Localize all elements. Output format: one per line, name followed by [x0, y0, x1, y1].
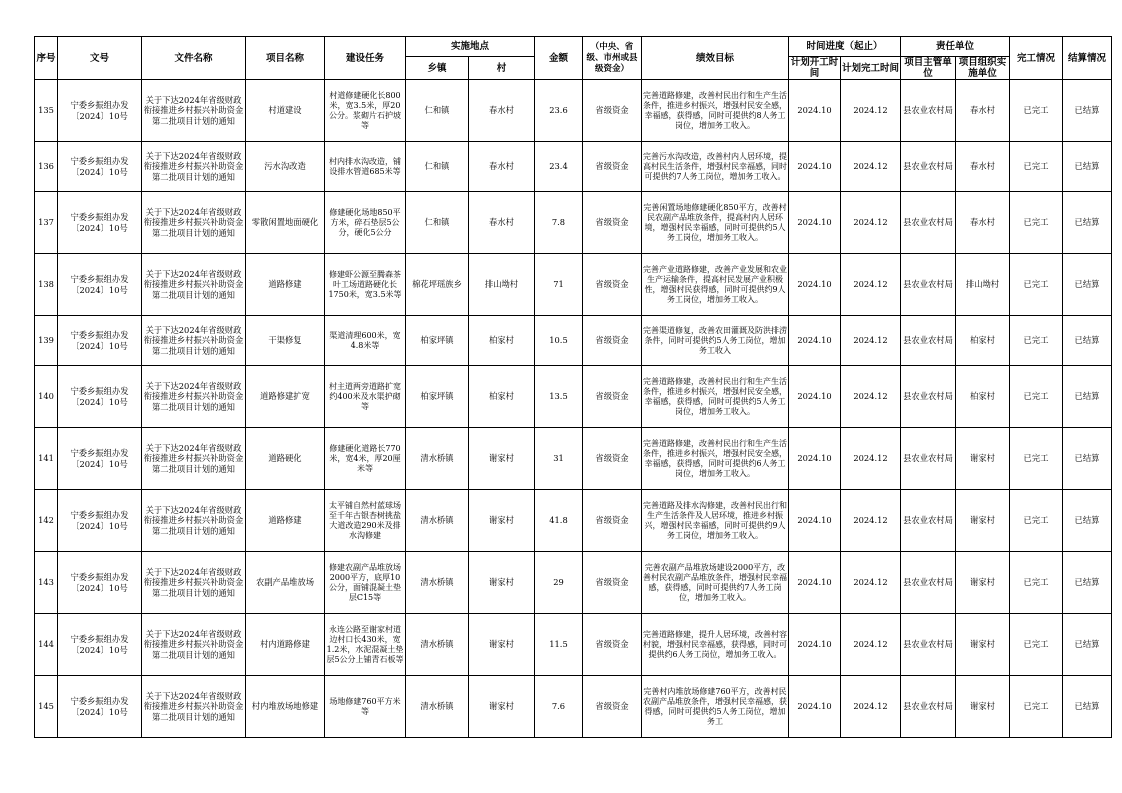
cell-unit-impl: 谢家村: [956, 614, 1010, 676]
cell-settlement: 已结算: [1063, 676, 1112, 738]
header-file-name: 文件名称: [142, 37, 246, 80]
cell-unit-main: 县农业农村局: [901, 142, 956, 192]
cell-fund-level: 省级资金: [583, 142, 642, 192]
cell-performance: 完善村内堆放场修建760平方，改善村民农副产品堆放条件，增强村民幸福感，获得感，同时可提供约5人务工岗位，增加务工: [642, 676, 789, 738]
cell-file-name: 关于下达2024年省级财政衔接推进乡村振兴补助资金第二批项目计划的通知: [142, 428, 246, 490]
cell-unit-main: 县农业农村局: [901, 490, 956, 552]
table-row: [35, 80, 1112, 142]
header-doc-no: 文号: [58, 37, 142, 80]
cell-township: 清水桥镇: [406, 490, 469, 552]
cell-unit-main: 县农业农村局: [901, 192, 956, 254]
cell-unit-impl: 谢家村: [956, 676, 1010, 738]
cell-seq: 144: [35, 614, 58, 676]
cell-completion: 已完工: [1010, 676, 1063, 738]
cell-performance: 完善道路修建，改善村民出行和生产生活条件，推进乡村振兴，增强村民安全感，幸福感，获得感，同时可提供约5人务工岗位，增加务工收入。: [642, 366, 789, 428]
cell-unit-main: 县农业农村局: [901, 80, 956, 142]
cell-doc-no: 宁委乡振组办发〔2024〕10号: [58, 552, 142, 614]
cell-settlement: 已结算: [1063, 192, 1112, 254]
cell-fund-level: 省级资金: [583, 428, 642, 490]
cell-village: 谢家村: [469, 428, 535, 490]
cell-project-name: 道路修建: [246, 254, 325, 316]
cell-project-name: 村内道路修建: [246, 614, 325, 676]
cell-end: 2024.12: [841, 552, 901, 614]
cell-seq: 135: [35, 80, 58, 142]
cell-village: 谢家村: [469, 552, 535, 614]
cell-settlement: 已结算: [1063, 80, 1112, 142]
cell-unit-impl: 排山坳村: [956, 254, 1010, 316]
cell-doc-no: 宁委乡振组办发〔2024〕10号: [58, 366, 142, 428]
cell-performance: 完善渠道修复，改善农田灌溉及防洪排涝条件，同时可提供约5人务工岗位，增加务工收入: [642, 316, 789, 366]
header-responsible: 责任单位: [901, 37, 1010, 57]
cell-township: 仁和镇: [406, 142, 469, 192]
cell-end: 2024.12: [841, 192, 901, 254]
cell-amount: 10.5: [535, 316, 583, 366]
cell-start: 2024.10: [789, 490, 841, 552]
cell-fund-level: 省级资金: [583, 192, 642, 254]
cell-performance: 完善污水沟改造，改善村内人居环境，提高村民生活条件，增强村民幸福感，同时可提供约7人务工岗位，增加务工收入。: [642, 142, 789, 192]
cell-doc-no: 宁委乡振组办发〔2024〕10号: [58, 676, 142, 738]
table-header: [35, 37, 1112, 80]
cell-task: 场地修建760平方米等: [325, 676, 406, 738]
cell-unit-main: 县农业农村局: [901, 366, 956, 428]
header-amount: 金额: [535, 37, 583, 80]
cell-start: 2024.10: [789, 142, 841, 192]
cell-start: 2024.10: [789, 316, 841, 366]
cell-file-name: 关于下达2024年省级财政衔接推进乡村振兴补助资金第二批项目计划的通知: [142, 254, 246, 316]
cell-doc-no: 宁委乡振组办发〔2024〕10号: [58, 428, 142, 490]
cell-end: 2024.12: [841, 614, 901, 676]
cell-unit-impl: 柏家村: [956, 366, 1010, 428]
table-row: [35, 192, 1112, 254]
cell-unit-main: 县农业农村局: [901, 254, 956, 316]
cell-project-name: 村内堆放场地修建: [246, 676, 325, 738]
cell-task: 修建虾公源至腾森茶叶工场道路硬化长1750米，宽3.5米等: [325, 254, 406, 316]
cell-seq: 137: [35, 192, 58, 254]
cell-file-name: 关于下达2024年省级财政衔接推进乡村振兴补助资金第二批项目计划的通知: [142, 614, 246, 676]
header-fund-level: （中央、省级、市州或县级资金）: [583, 37, 642, 80]
cell-village: 春水村: [469, 80, 535, 142]
cell-file-name: 关于下达2024年省级财政衔接推进乡村振兴补助资金第二批项目计划的通知: [142, 142, 246, 192]
cell-task: 渠道清理600米，宽4.8米等: [325, 316, 406, 366]
cell-seq: 138: [35, 254, 58, 316]
cell-fund-level: 省级资金: [583, 490, 642, 552]
project-table: [34, 36, 1112, 738]
cell-village: 谢家村: [469, 676, 535, 738]
cell-village: 排山坳村: [469, 254, 535, 316]
cell-doc-no: 宁委乡振组办发〔2024〕10号: [58, 192, 142, 254]
cell-settlement: 已结算: [1063, 366, 1112, 428]
cell-fund-level: 省级资金: [583, 366, 642, 428]
cell-township: 仁和镇: [406, 80, 469, 142]
cell-end: 2024.12: [841, 676, 901, 738]
cell-file-name: 关于下达2024年省级财政衔接推进乡村振兴补助资金第二批项目计划的通知: [142, 316, 246, 366]
cell-performance: 完善道路修建，提升人居环境，改善村容村貌，增强村民幸福感，获得感，同时可提供约6人务工岗位，增加务工收入。: [642, 614, 789, 676]
cell-start: 2024.10: [789, 80, 841, 142]
header-project-name: 项目名称: [246, 37, 325, 80]
cell-file-name: 关于下达2024年省级财政衔接推进乡村振兴补助资金第二批项目计划的通知: [142, 490, 246, 552]
table-row: [35, 254, 1112, 316]
cell-amount: 71: [535, 254, 583, 316]
cell-unit-main: 县农业农村局: [901, 552, 956, 614]
cell-start: 2024.10: [789, 192, 841, 254]
project-table-sheet: [34, 36, 1112, 738]
cell-task: 村道修建硬化长800米，宽3.5米，厚20公分。浆砌片石护坡等: [325, 80, 406, 142]
cell-seq: 141: [35, 428, 58, 490]
cell-amount: 7.6: [535, 676, 583, 738]
cell-doc-no: 宁委乡振组办发〔2024〕10号: [58, 80, 142, 142]
header-seq: 序号: [35, 37, 58, 80]
cell-amount: 11.5: [535, 614, 583, 676]
cell-amount: 31: [535, 428, 583, 490]
table-body: [35, 80, 1112, 738]
cell-completion: 已完工: [1010, 142, 1063, 192]
table-row: [35, 428, 1112, 490]
cell-village: 谢家村: [469, 490, 535, 552]
cell-amount: 23.4: [535, 142, 583, 192]
cell-start: 2024.10: [789, 366, 841, 428]
cell-start: 2024.10: [789, 428, 841, 490]
cell-performance: 完善道路修建，改善村民出行和生产生活条件，推进乡村振兴，增强村民安全感，幸福感，获得感，同时可提供约6人务工岗位，增加务工收入。: [642, 428, 789, 490]
cell-task: 村内排水沟改造，铺设排水管道685米等: [325, 142, 406, 192]
cell-completion: 已完工: [1010, 552, 1063, 614]
cell-seq: 139: [35, 316, 58, 366]
header-start: 计划开工时间: [789, 57, 841, 80]
header-task: 建设任务: [325, 37, 406, 80]
cell-amount: 23.6: [535, 80, 583, 142]
cell-completion: 已完工: [1010, 614, 1063, 676]
cell-completion: 已完工: [1010, 80, 1063, 142]
cell-settlement: 已结算: [1063, 428, 1112, 490]
cell-file-name: 关于下达2024年省级财政衔接推进乡村振兴补助资金第二批项目计划的通知: [142, 80, 246, 142]
cell-task: 永连公路至谢家村道边村口长430米，宽1.2米，水泥混凝土垫层5公分上铺青石板等: [325, 614, 406, 676]
cell-end: 2024.12: [841, 490, 901, 552]
cell-file-name: 关于下达2024年省级财政衔接推进乡村振兴补助资金第二批项目计划的通知: [142, 552, 246, 614]
cell-performance: 完善农副产品堆放场建设2000平方，改善村民农副产品堆放条件，增强村民幸福感，获得感，同时可提供约7人务工岗位，增加务工收入。: [642, 552, 789, 614]
cell-doc-no: 宁委乡振组办发〔2024〕10号: [58, 490, 142, 552]
cell-seq: 142: [35, 490, 58, 552]
cell-unit-impl: 春水村: [956, 80, 1010, 142]
cell-settlement: 已结算: [1063, 614, 1112, 676]
cell-seq: 136: [35, 142, 58, 192]
cell-amount: 29: [535, 552, 583, 614]
cell-doc-no: 宁委乡振组办发〔2024〕10号: [58, 254, 142, 316]
cell-fund-level: 省级资金: [583, 614, 642, 676]
cell-start: 2024.10: [789, 552, 841, 614]
cell-seq: 145: [35, 676, 58, 738]
cell-village: 春水村: [469, 142, 535, 192]
cell-township: 清水桥镇: [406, 676, 469, 738]
header-unit-main: 项目主管单位: [901, 57, 956, 80]
cell-township: 柏家坪镇: [406, 316, 469, 366]
cell-unit-impl: 柏家村: [956, 316, 1010, 366]
cell-fund-level: 省级资金: [583, 316, 642, 366]
cell-settlement: 已结算: [1063, 142, 1112, 192]
cell-unit-main: 县农业农村局: [901, 428, 956, 490]
cell-end: 2024.12: [841, 254, 901, 316]
cell-task: 修建硬化道路长770米，宽4米，厚20厘米等: [325, 428, 406, 490]
table-row: [35, 142, 1112, 192]
cell-completion: 已完工: [1010, 490, 1063, 552]
cell-unit-impl: 春水村: [956, 142, 1010, 192]
cell-completion: 已完工: [1010, 254, 1063, 316]
cell-project-name: 村道建设: [246, 80, 325, 142]
cell-project-name: 农副产品堆放场: [246, 552, 325, 614]
cell-unit-impl: 谢家村: [956, 490, 1010, 552]
cell-unit-impl: 谢家村: [956, 428, 1010, 490]
cell-unit-main: 县农业农村局: [901, 614, 956, 676]
cell-doc-no: 宁委乡振组办发〔2024〕10号: [58, 142, 142, 192]
cell-task: 村主道两旁道路扩宽约400米及水渠护砌等: [325, 366, 406, 428]
cell-amount: 41.8: [535, 490, 583, 552]
cell-end: 2024.12: [841, 428, 901, 490]
cell-file-name: 关于下达2024年省级财政衔接推进乡村振兴补助资金第二批项目计划的通知: [142, 366, 246, 428]
cell-township: 清水桥镇: [406, 614, 469, 676]
table-row: [35, 614, 1112, 676]
cell-start: 2024.10: [789, 614, 841, 676]
cell-village: 谢家村: [469, 614, 535, 676]
cell-fund-level: 省级资金: [583, 254, 642, 316]
table-row: [35, 366, 1112, 428]
cell-task: 修建农副产品堆放场2000平方，底厚10公分，面铺混凝土垫层C15等: [325, 552, 406, 614]
cell-village: 柏家村: [469, 366, 535, 428]
header-location: 实施地点: [406, 37, 535, 57]
cell-doc-no: 宁委乡振组办发〔2024〕10号: [58, 614, 142, 676]
cell-start: 2024.10: [789, 676, 841, 738]
cell-settlement: 已结算: [1063, 316, 1112, 366]
cell-completion: 已完工: [1010, 192, 1063, 254]
cell-township: 柏家坪镇: [406, 366, 469, 428]
cell-unit-impl: 春水村: [956, 192, 1010, 254]
cell-completion: 已完工: [1010, 428, 1063, 490]
cell-village: 柏家村: [469, 316, 535, 366]
cell-end: 2024.12: [841, 80, 901, 142]
cell-performance: 完善产业道路修建，改善产业发展和农业生产运输条件，提高村民发展产业积极性，增强村民获得感，同时可提供约9人务工岗位，增加务工收入。: [642, 254, 789, 316]
cell-township: 仁和镇: [406, 192, 469, 254]
cell-seq: 143: [35, 552, 58, 614]
cell-file-name: 关于下达2024年省级财政衔接推进乡村振兴补助资金第二批项目计划的通知: [142, 192, 246, 254]
cell-task: 太平铺自然村蓝球场至千年古银杏树挑盐大道改造290米及排水沟修建: [325, 490, 406, 552]
cell-township: 清水桥镇: [406, 552, 469, 614]
cell-project-name: 污水沟改造: [246, 142, 325, 192]
cell-village: 春水村: [469, 192, 535, 254]
table-row: [35, 676, 1112, 738]
cell-amount: 13.5: [535, 366, 583, 428]
cell-fund-level: 省级资金: [583, 676, 642, 738]
cell-township: 清水桥镇: [406, 428, 469, 490]
cell-settlement: 已结算: [1063, 254, 1112, 316]
cell-fund-level: 省级资金: [583, 552, 642, 614]
cell-project-name: 道路硬化: [246, 428, 325, 490]
table-row: [35, 552, 1112, 614]
header-schedule: 时间进度（起止）: [789, 37, 901, 57]
cell-project-name: 零散闲置地面硬化: [246, 192, 325, 254]
header-unit-impl: 项目组织实施单位: [956, 57, 1010, 80]
cell-unit-main: 县农业农村局: [901, 316, 956, 366]
header-township: 乡镇: [406, 57, 469, 80]
header-settlement: 结算情况: [1063, 37, 1112, 80]
cell-end: 2024.12: [841, 316, 901, 366]
cell-seq: 140: [35, 366, 58, 428]
cell-fund-level: 省级资金: [583, 80, 642, 142]
cell-unit-impl: 谢家村: [956, 552, 1010, 614]
cell-project-name: 道路修建扩宽: [246, 366, 325, 428]
cell-file-name: 关于下达2024年省级财政衔接推进乡村振兴补助资金第二批项目计划的通知: [142, 676, 246, 738]
header-completion: 完工情况: [1010, 37, 1063, 80]
cell-completion: 已完工: [1010, 316, 1063, 366]
cell-completion: 已完工: [1010, 366, 1063, 428]
cell-doc-no: 宁委乡振组办发〔2024〕10号: [58, 316, 142, 366]
cell-project-name: 道路修建: [246, 490, 325, 552]
header-performance: 绩效目标: [642, 37, 789, 80]
cell-township: 棉花坪瑶族乡: [406, 254, 469, 316]
cell-settlement: 已结算: [1063, 490, 1112, 552]
header-end: 计划完工时间: [841, 57, 901, 80]
cell-amount: 7.8: [535, 192, 583, 254]
cell-project-name: 干渠修复: [246, 316, 325, 366]
cell-performance: 完善闲置场地修建硬化850平方，改善村民农副产品堆放条件，提高村内人居环境，增强村民幸福感，同时可提供约5人务工岗位，增加务工收入。: [642, 192, 789, 254]
cell-end: 2024.12: [841, 142, 901, 192]
cell-unit-main: 县农业农村局: [901, 676, 956, 738]
table-row: [35, 490, 1112, 552]
cell-task: 修建硬化场地850平方米，碎石垫层5公分，硬化5公分: [325, 192, 406, 254]
cell-start: 2024.10: [789, 254, 841, 316]
header-village: 村: [469, 57, 535, 80]
cell-performance: 完善道路及排水沟修建，改善村民出行和生产生活条件及人居环境，推进乡村振兴，增强村民幸福感，同时可提供约9人务工岗位，增加务工收入。: [642, 490, 789, 552]
cell-performance: 完善道路修建，改善村民出行和生产生活条件，推进乡村振兴，增强村民安全感，幸福感，获得感，同时可提供约8人务工岗位，增加务工收入。: [642, 80, 789, 142]
cell-settlement: 已结算: [1063, 552, 1112, 614]
table-row: [35, 316, 1112, 366]
cell-end: 2024.12: [841, 366, 901, 428]
